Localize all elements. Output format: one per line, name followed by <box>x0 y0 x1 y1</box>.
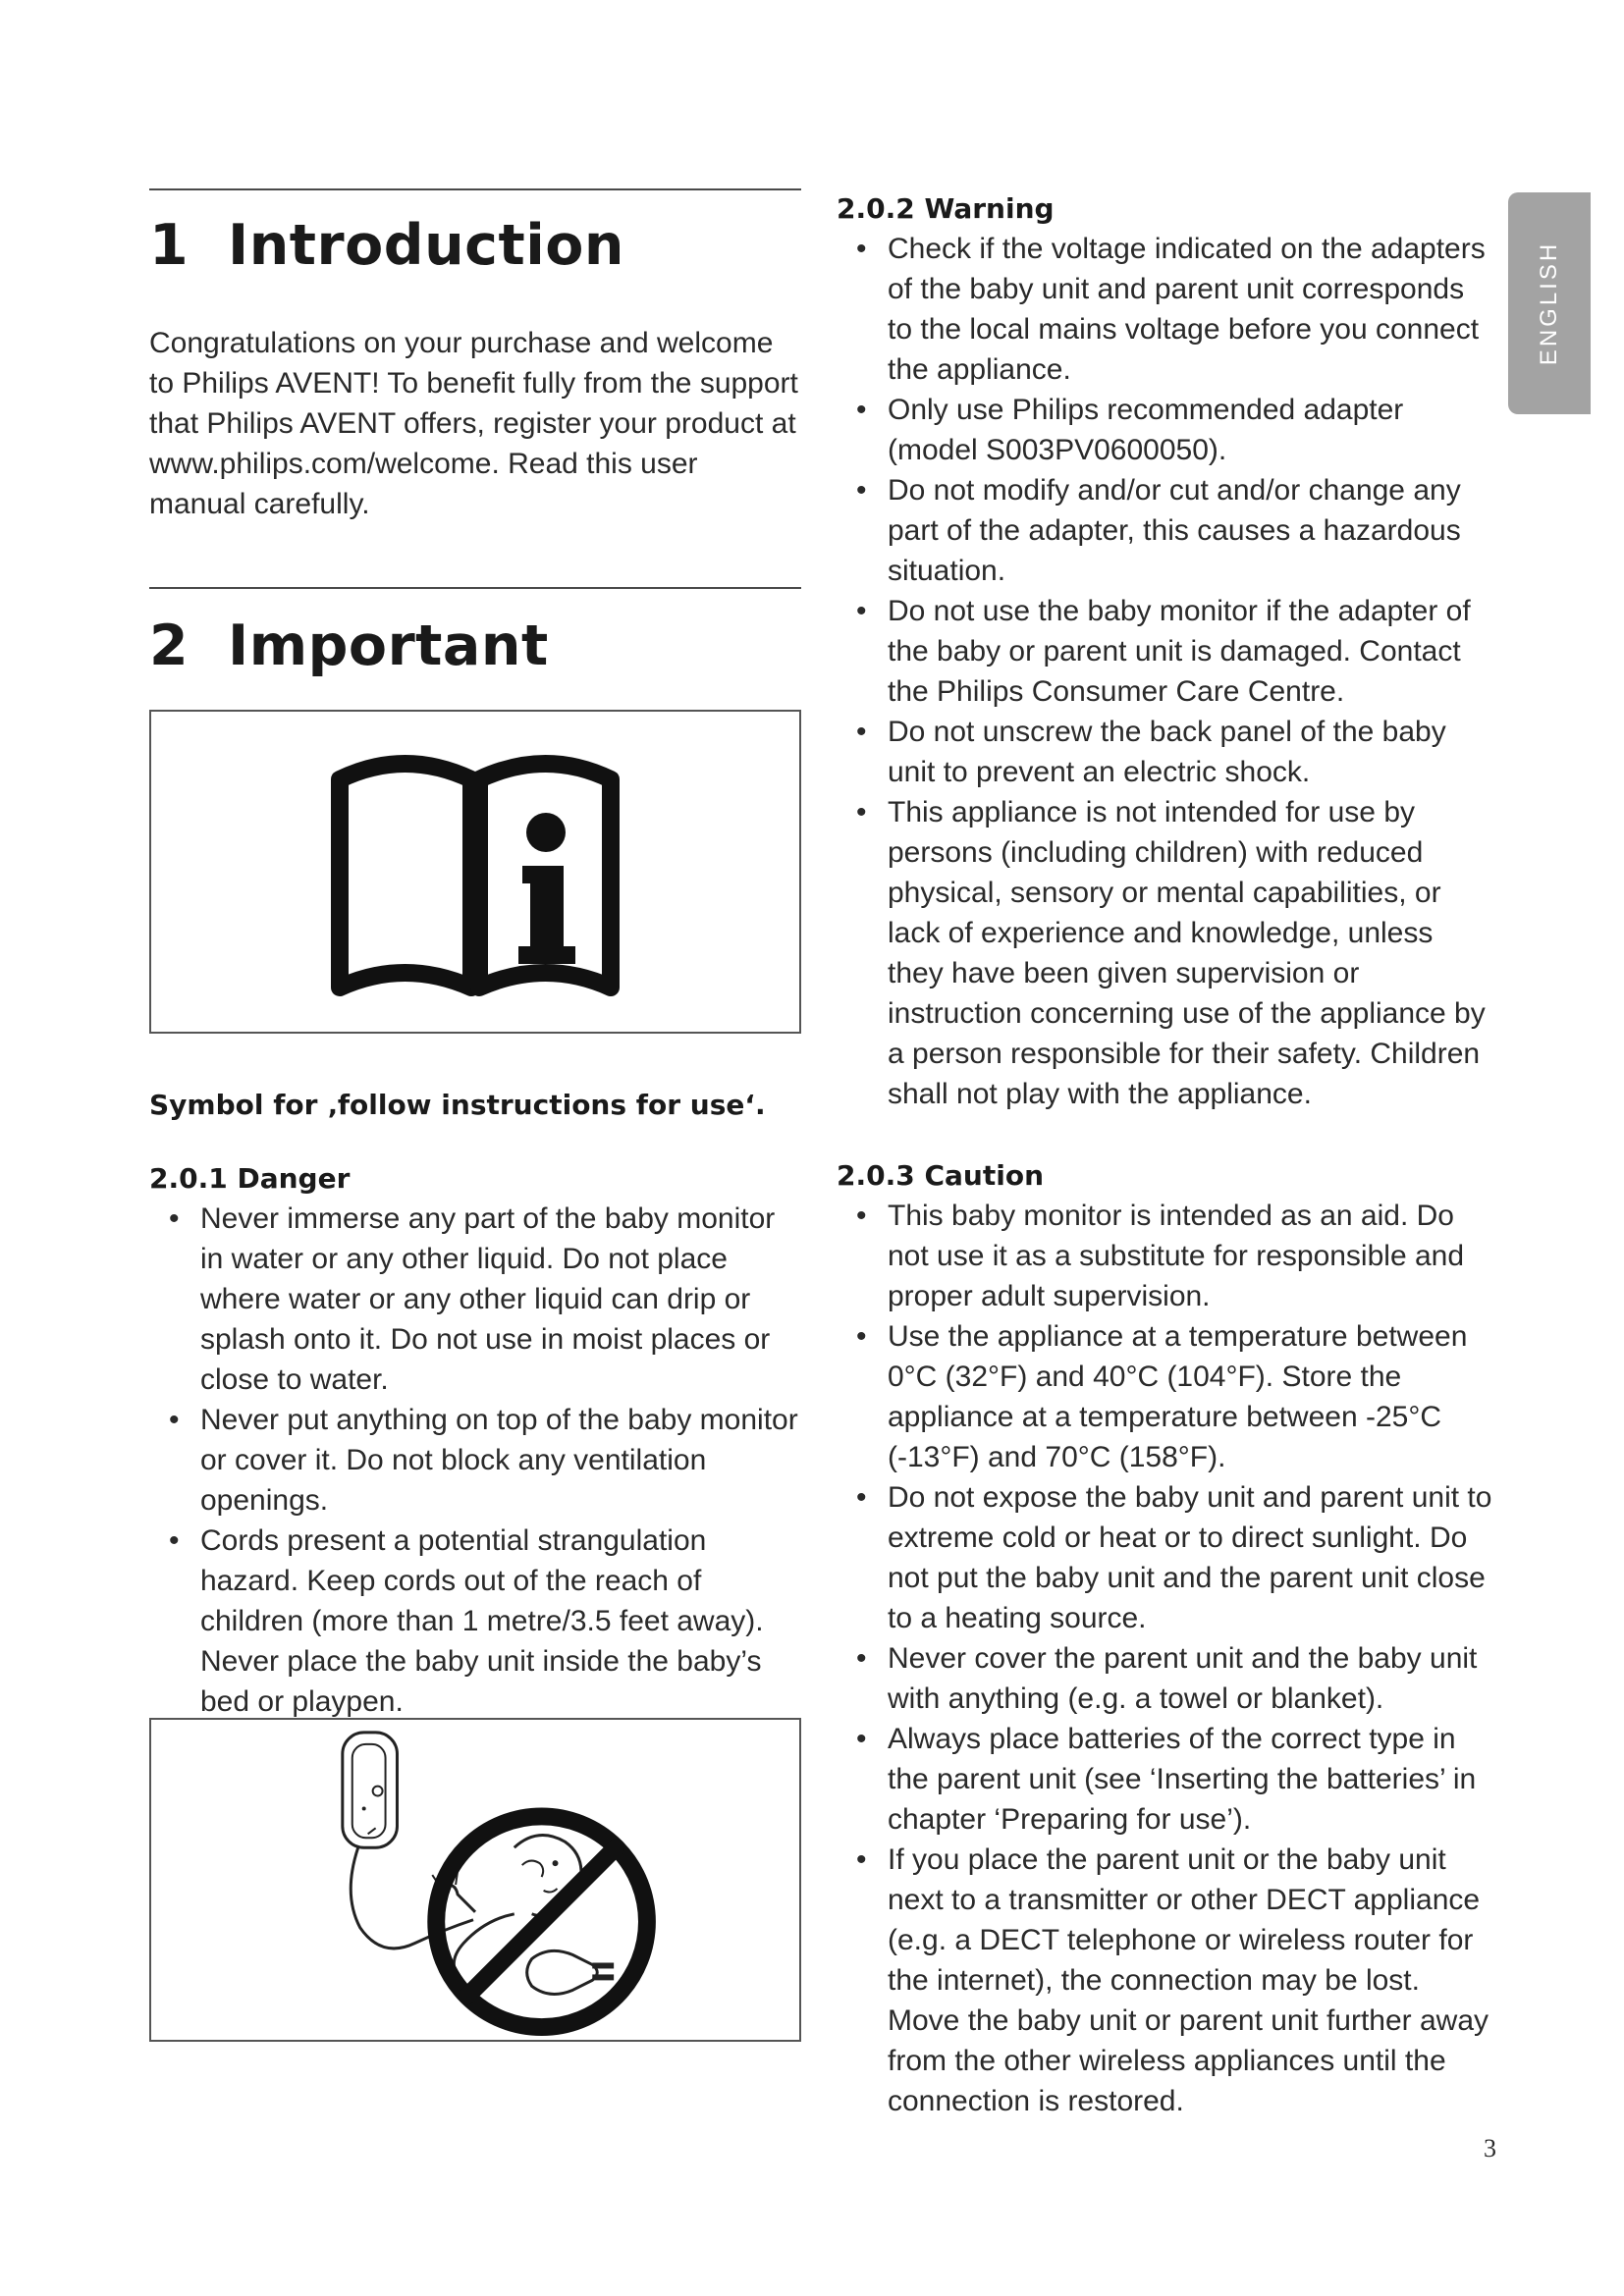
list-item: • Cords present a potential strangulation hazard. Keep cords out of the reach of children (more than 1 metre/3.5 feet away). Never place the baby unit inside the baby’s bed or playpen. <box>149 1521 801 1722</box>
symbol-caption: Symbol for ‚follow instructions for use‘. <box>149 1089 766 1121</box>
intro-paragraph: Congratulations on your purchase and welcome to Philips AVENT! To benefit fully from the support that Philips AVENT offers, register your product at www.philips.com/welcome. Read this user manual carefully. <box>149 327 798 520</box>
list-item: • Do not expose the baby unit and parent unit to extreme cold or heat or to direct sunlight. Do not put the baby unit and the parent unit close to a heating source. <box>837 1477 1494 1638</box>
list-item: • If you place the parent unit or the baby unit next to a transmitter or other DECT appliance (e.g. a DECT telephone or wireless router for the internet), the connection may be lost. Move the baby unit or parent unit further away from the other wireless appliances until the connection is restored. <box>837 1840 1494 2121</box>
danger-list <box>149 1199 801 1722</box>
danger-heading: 2.0.1 Danger <box>149 1162 351 1195</box>
instructions-symbol-figure <box>149 710 801 1034</box>
section-divider <box>149 188 801 190</box>
intro-heading-title: Introduction <box>228 213 624 278</box>
right-column <box>837 188 1494 2121</box>
cord-hazard-figure <box>149 1718 801 2042</box>
intro-heading <box>149 213 801 278</box>
list-item: • Do not modify and/or cut and/or change any part of the adapter, this causes a hazardous situation. <box>837 470 1494 591</box>
warning-heading: 2.0.2 Warning <box>837 192 1055 225</box>
list-item: • Do not use the baby monitor if the adapter of the baby or parent unit is damaged. Contact the Philips Consumer Care Centre. <box>837 591 1494 712</box>
list-item: • This baby monitor is intended as an aid. Do not use it as a substitute for responsible and proper adult supervision. <box>837 1196 1494 1316</box>
no-baby-near-cord-icon <box>151 1718 799 2042</box>
section-divider <box>149 587 801 589</box>
list-item: • Always place batteries of the correct type in the parent unit (see ‘Inserting the batteries’ in chapter ‘Preparing for use’). <box>837 1719 1494 1840</box>
list-item: • Do not unscrew the back panel of the baby unit to prevent an electric shock. <box>837 712 1494 792</box>
list-item: • Check if the voltage indicated on the adapters of the baby unit and parent unit corresponds to the local mains voltage before you connect the appliance. <box>837 229 1494 390</box>
intro-heading-number: 1 <box>149 213 189 278</box>
caution-list <box>837 1196 1494 2121</box>
important-heading <box>149 614 801 678</box>
language-tab <box>1508 192 1591 414</box>
list-item: • Never cover the parent unit and the baby unit with anything (e.g. a towel or blanket). <box>837 1638 1494 1719</box>
page-number: 3 <box>1484 2134 1496 2163</box>
list-item: • This appliance is not intended for use by persons (including children) with reduced physical, sensory or mental capabilities, or lack of experience and knowledge, unless they have been given supervision or instruction concerning use of the appliance by a person responsible for their safety. Children shall not play with the appliance. <box>837 792 1494 1114</box>
list-item: • Never put anything on top of the baby monitor or cover it. Do not block any ventilation openings. <box>149 1400 801 1521</box>
caution-heading: 2.0.3 Caution <box>837 1159 1044 1192</box>
list-item: • Only use Philips recommended adapter (model S003PV0600050). <box>837 390 1494 470</box>
read-instructions-icon <box>328 744 623 999</box>
important-heading-number: 2 <box>149 614 189 678</box>
language-tab-label: ENGLISH <box>1536 240 1562 366</box>
left-column <box>149 188 801 1722</box>
list-item: • Never immerse any part of the baby monitor in water or any other liquid. Do not place where water or any other liquid can drip or splash onto it. Do not use in moist places or close to water. <box>149 1199 801 1400</box>
warning-list <box>837 229 1494 1114</box>
list-item: • Use the appliance at a temperature between 0°C (32°F) and 40°C (104°F). Store the appliance at a temperature between -25°C (-13°F) and 70°C (158°F). <box>837 1316 1494 1477</box>
important-heading-title: Important <box>228 614 549 678</box>
